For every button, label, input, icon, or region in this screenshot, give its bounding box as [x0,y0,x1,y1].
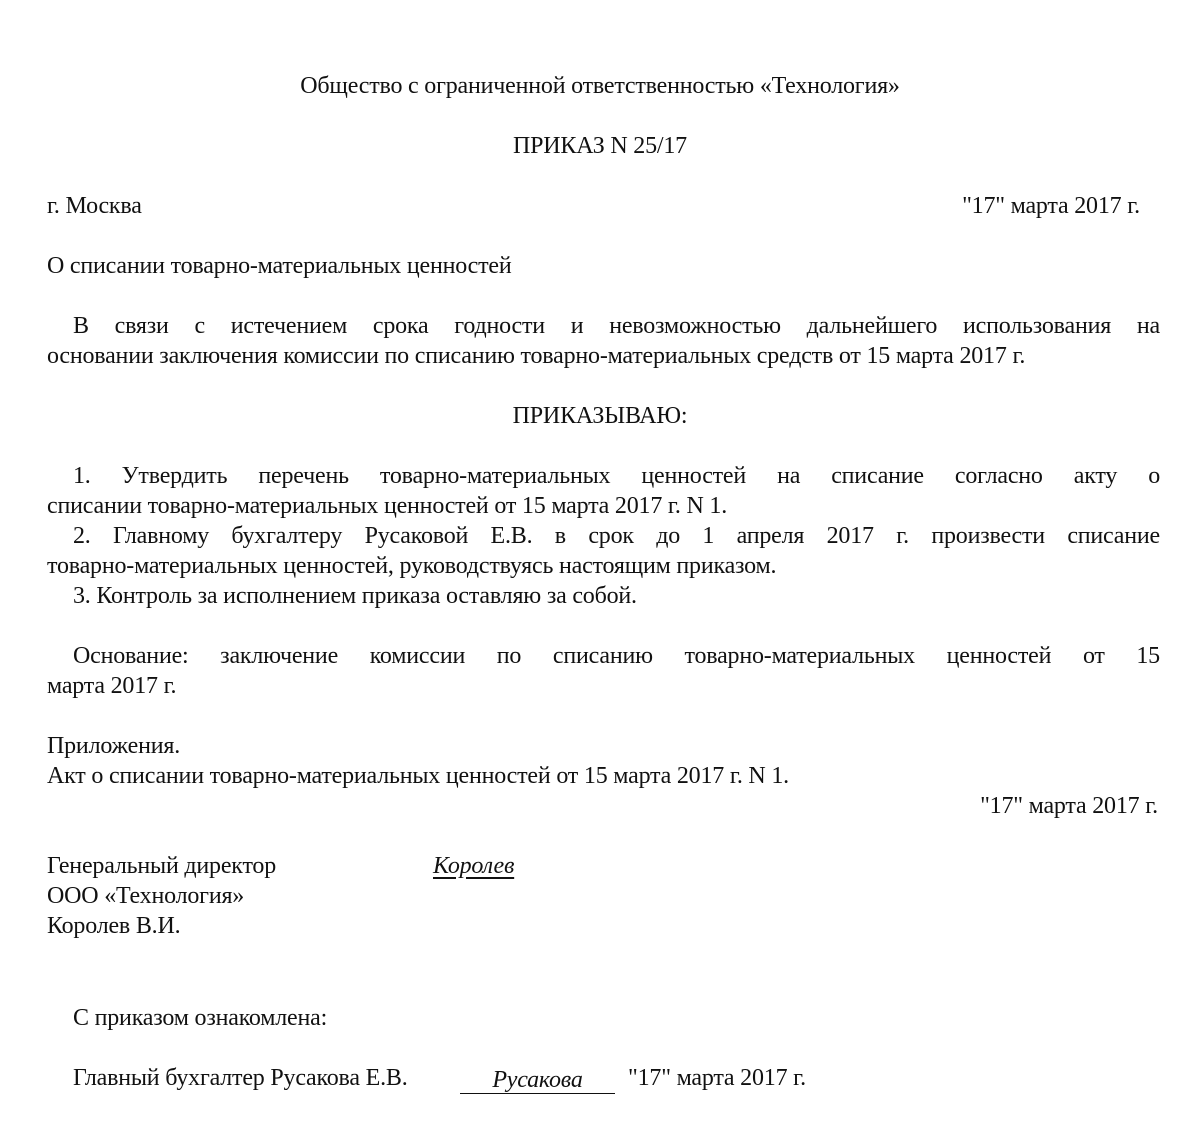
director-position: Генеральный директор [47,853,277,879]
document-subject: О списании товарно-материальных ценностей [47,253,512,279]
acknowledgement-person: Главный бухгалтер Русакова Е.В. [73,1065,408,1091]
attachments-label: Приложения. [47,733,180,759]
item-3-line-1: 3. Контроль за исполнением приказа оставляю за собой. [73,583,637,609]
item-1-line-2: списании товарно-материальных ценностей от 15 марта 2017 г. N 1. [47,493,727,519]
director-company: ООО «Технология» [47,883,245,909]
attachment-item: Акт о списании товарно-материальных ценностей от 15 марта 2017 г. N 1. [47,763,789,789]
acknowledgement-label: С приказом ознакомлена: [73,1005,328,1031]
acknowledgement-signature: Русакова [492,1067,583,1093]
acknowledgement-signature-line [460,1065,615,1095]
order-heading: ПРИКАЗЫВАЮ: [512,403,688,429]
document-title: ПРИКАЗ N 25/17 [513,133,687,159]
item-2-line-1: 2. Главному бухгалтеру Русаковой Е.В. в срок до 1 апреля 2017 г. произвести списание [73,523,1160,549]
preamble-line-2: основании заключения комиссии по списанию товарно-материальных средств от 15 марта 2017 г. [47,343,1026,369]
item-1-line-1: 1. Утвердить перечень товарно-материальных ценностей на списание согласно акту о [73,463,1160,489]
attachment-date: "17" марта 2017 г. [980,793,1158,819]
basis-line-1: Основание: заключение комиссии по списанию товарно-материальных ценностей от 15 [73,643,1160,669]
director-name: Королев В.И. [47,913,181,939]
document-date: "17" марта 2017 г. [962,193,1140,219]
organization-name: Общество с ограниченной ответственностью «Технология» [300,73,900,99]
item-2-line-2: товарно-материальных ценностей, руководствуясь настоящим приказом. [47,553,777,579]
director-signature: Королев [433,853,515,879]
preamble-line-1: В связи с истечением срока годности и невозможностью дальнейшего использования на [73,313,1160,339]
acknowledgement-date: "17" марта 2017 г. [628,1065,806,1091]
city: г. Москва [47,193,142,219]
basis-line-2: марта 2017 г. [47,673,177,699]
